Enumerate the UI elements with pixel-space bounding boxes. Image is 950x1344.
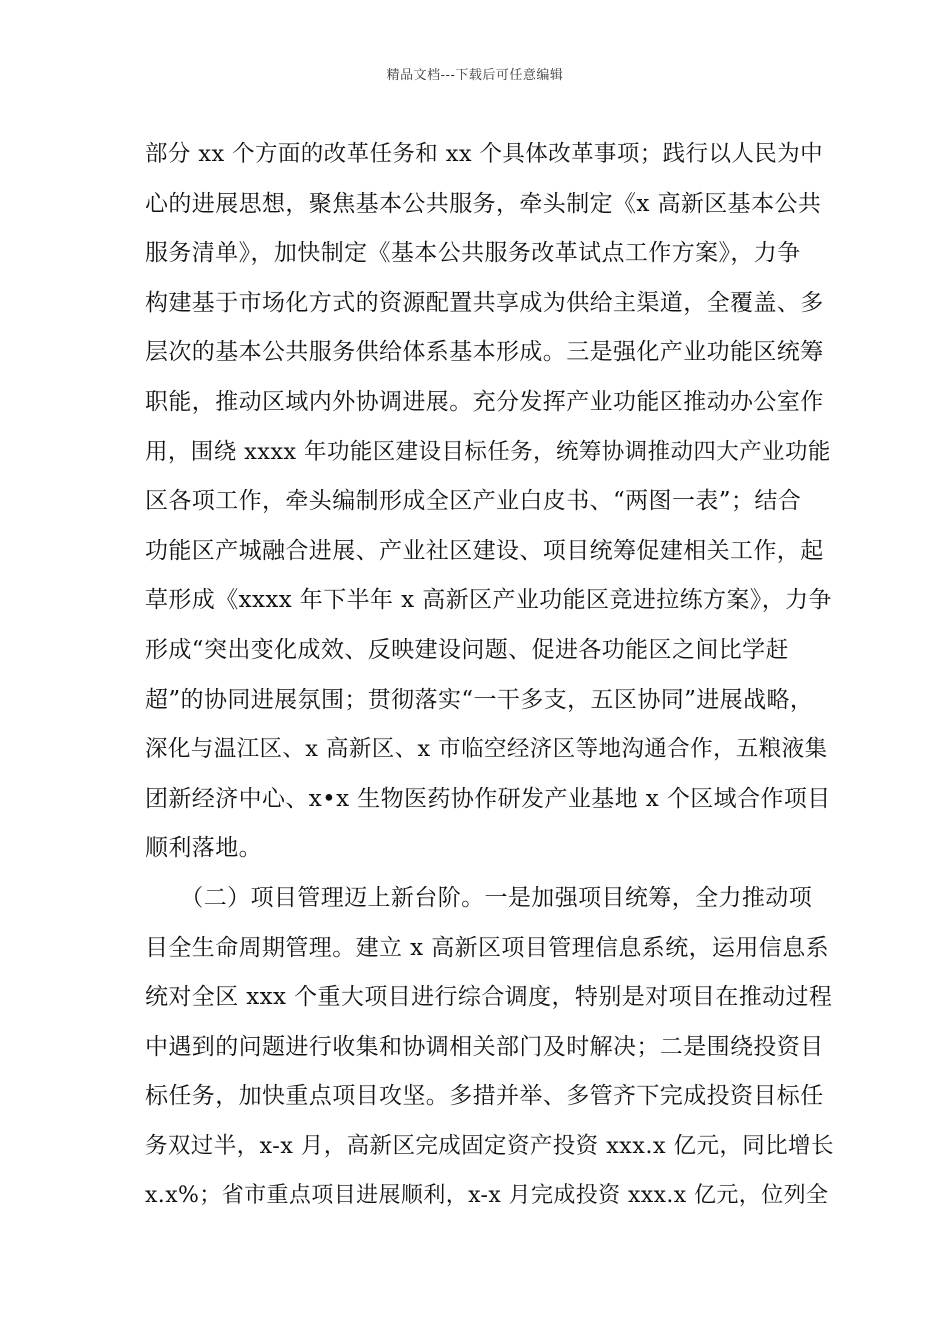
text-line: 职能，推动区域内外协调进展。充分发挥产业功能区推动办公室作 bbox=[145, 388, 824, 415]
text-line: 统对全区 xxx 个重大项目进行综合调度，特别是对项目在推动过程 bbox=[145, 984, 833, 1011]
text-line: 心的进展思想，聚焦基本公共服务，牵头制定《x 高新区基本公共 bbox=[145, 190, 822, 217]
text-line: 草形成《xxxx 年下半年 x 高新区产业功能区竞进拉练方案》，力争 bbox=[145, 587, 832, 614]
text-line: 目全生命周期管理。建立 x 高新区项目管理信息系统，运用信息系 bbox=[145, 934, 829, 961]
text-line: 功能区产城融合进展、产业社区建设、项目统筹促建相关工作，起 bbox=[145, 537, 824, 564]
text-line: 服务清单》，加快制定《基本公共服务改革试点工作方案》，力争 bbox=[145, 240, 801, 267]
text-line: 顺利落地。 bbox=[145, 835, 262, 862]
document-body bbox=[145, 130, 834, 1221]
text-line: 构建基于市场化方式的资源配置共享成为供给主渠道，全覆盖、多 bbox=[145, 289, 824, 316]
text-line: 区各项工作，牵头编制形成全区产业白皮书、“两图一表”；结合 bbox=[145, 488, 802, 515]
page-header: 精品文档---下载后可任意编辑 bbox=[386, 68, 564, 83]
text-line: 形成“突出变化成效、反映建设问题、促进各功能区之间比学赶 bbox=[145, 636, 789, 663]
text-line: （二）项目管理迈上新台阶。一是加强项目统筹，全力推动项 bbox=[145, 884, 813, 911]
text-line: 中遇到的问题进行收集和协调相关部门及时解决；二是围绕投资目 bbox=[145, 1033, 824, 1060]
text-line: 层次的基本公共服务供给体系基本形成。三是强化产业功能区统筹 bbox=[145, 339, 824, 366]
text-line: x.x%；省市重点项目进展顺利，x-x 月完成投资 xxx.x 亿元，位列全 bbox=[145, 1183, 829, 1209]
text-line: 务双过半，x-x 月，高新区完成固定资产投资 xxx.x 亿元，同比增长 bbox=[145, 1132, 834, 1159]
text-line: 部分 xx 个方面的改革任务和 xx 个具体改革事项；践行以人民为中 bbox=[145, 141, 823, 167]
text-line: 用，围绕 xxxx 年功能区建设目标任务，统筹协调推动四大产业功能 bbox=[145, 438, 831, 465]
text-line: 超”的协同进展氛围；贯彻落实“一干多支，五区协同”进展战略， bbox=[145, 686, 814, 713]
text-line: 标任务，加快重点项目攻坚。多措并举、多管齐下完成投资目标任 bbox=[145, 1083, 824, 1110]
text-line: 团新经济中心、x•x 生物医药协作研发产业基地 x 个区域合作项目 bbox=[145, 785, 831, 812]
text-line: 深化与温江区、x 高新区、x 市临空经济区等地沟通合作，五粮液集 bbox=[145, 736, 828, 763]
